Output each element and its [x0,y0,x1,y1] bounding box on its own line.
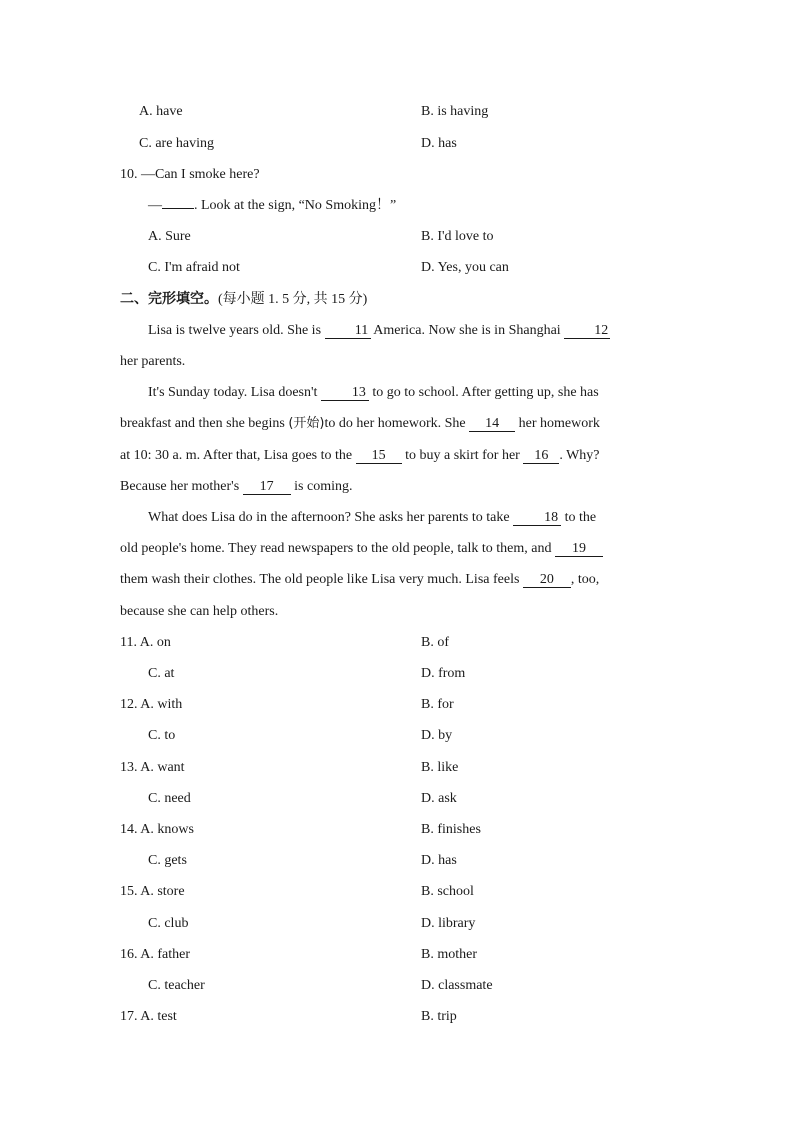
passage-line [120,322,680,340]
q10-option-d: D. Yes, you can [421,260,509,275]
passage-line [120,509,680,527]
passage-text: to do her homework. She [324,416,466,431]
passage-text: to go to school. After getting up, she has [372,385,599,400]
blank-17: 17 [243,479,291,495]
q10-blank [162,208,194,209]
passage-text: them wash their clothes. The old people like Lisa very much. Lisa feels [120,572,520,587]
q10-prompt: 10. —Can I smoke here? [120,167,260,182]
q9-option-c: C. are having [139,136,215,151]
passage-chinese-gloss: (开始) [288,416,325,431]
passage-line: because she can help others. [120,604,279,619]
passage-text: to buy a skirt for her [405,448,520,463]
q15-option-b: B. school [421,884,474,899]
passage-text: , too, [570,572,600,587]
q14-option-b: B. finishes [421,822,481,837]
q16-option-c: C. teacher [148,978,205,993]
q17-option-b: B. trip [421,1009,457,1024]
passage-text: What does Lisa do in the afternoon? She asks her parents to take [148,510,510,525]
blank-16: 16 [523,448,559,464]
passage-text: Because her mother's [120,479,240,494]
q10-option-a: A. Sure [148,229,191,244]
q15-option-d: D. library [421,916,476,931]
q14-option-c: C. gets [148,853,187,868]
section-heading [120,290,367,309]
q16-option-b: B. mother [421,947,477,962]
passage-line [120,415,680,433]
passage-text: at 10: 30 a. m. After that, Lisa goes to the [120,448,353,463]
q10-option-b: B. I'd love to [421,229,494,244]
passage-line [120,384,680,402]
q10-reply-text: . Look at the sign, “No Smoking！” [194,198,397,213]
q9-option-a: A. have [139,104,183,119]
passage-text: old people's home. They read newspapers to the old people, talk to them, and [120,541,552,556]
section-points: (每小题 1. 5 分, 共 15 分) [218,292,368,307]
passage-text: . Why? [559,448,600,463]
q9-option-d: D. has [421,136,457,151]
passage-text: America. Now she is in Shanghai [373,323,561,338]
passage-line [120,478,680,496]
passage-text: to the [564,510,597,525]
q12-option-b: B. for [421,697,454,712]
passage-line [120,571,680,589]
passage-text: her homework [518,416,600,431]
passage-line [120,540,680,558]
blank-20: 20 [523,572,571,588]
q11-option-d: D. from [421,666,466,681]
q11-option-c: C. at [148,666,175,681]
blank-19: 19 [555,541,603,557]
passage-text: breakfast and then she begins [120,416,285,431]
q16-option-a: 16. A. father [120,947,190,962]
blank-13: 13 [321,385,369,401]
blank-12: 12 [564,323,610,339]
q9-option-b: B. is having [421,104,489,119]
passage-text: Lisa is twelve years old. She is [148,323,322,338]
q12-option-a: 12. A. with [120,697,183,712]
blank-11: 11 [325,323,371,339]
q12-option-c: C. to [148,728,176,743]
q11-option-a: 11. A. on [120,635,171,650]
blank-18: 18 [513,510,561,526]
passage-text: is coming. [294,479,353,494]
blank-14: 14 [469,416,515,432]
passage-line: her parents. [120,354,186,369]
section-title: 二、完形填空。 [120,291,218,307]
q10-reply-dash: — [148,198,162,213]
q14-option-a: 14. A. knows [120,822,194,837]
q13-option-d: D. ask [421,791,457,806]
q17-option-a: 17. A. test [120,1009,177,1024]
q13-option-b: B. like [421,760,459,775]
q15-option-a: 15. A. store [120,884,185,899]
q13-option-a: 13. A. want [120,760,185,775]
passage-text: It's Sunday today. Lisa doesn't [148,385,318,400]
q10-option-c: C. I'm afraid not [148,260,240,275]
q10-reply [148,197,396,215]
q14-option-d: D. has [421,853,457,868]
q16-option-d: D. classmate [421,978,493,993]
blank-15: 15 [356,448,402,464]
q15-option-c: C. club [148,916,189,931]
q12-option-d: D. by [421,728,453,743]
q11-option-b: B. of [421,635,449,650]
q13-option-c: C. need [148,791,191,806]
passage-line [120,447,680,465]
